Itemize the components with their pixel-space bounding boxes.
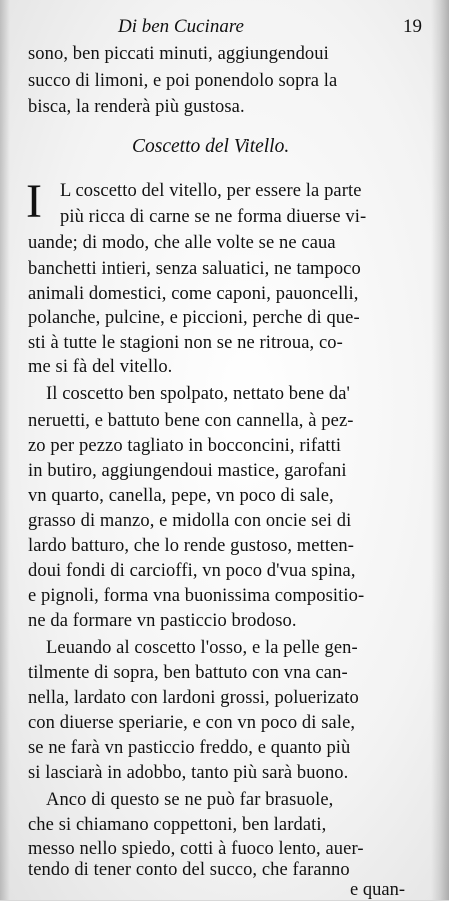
text-line: banchetti intieri, senza saluatici, ne tampoco (28, 259, 361, 279)
text-line: uande; di modo, che alle volte se ne caua (28, 233, 336, 253)
text-line: sti à tutte le stagioni non se ne ritroua, co- (28, 333, 343, 353)
text-line: succo di limoni, e poi ponendolo sopra la (28, 71, 338, 91)
text-line: animali domestici, come caponi, pauoncelli, (28, 284, 359, 304)
text-line: con diuerse speriarie, e con vn poco di sale, (28, 713, 356, 733)
text-line: tendo di tener conto del succo, che faranno (28, 860, 350, 880)
text-line: vn quarto, canella, pepe, vn poco di sale, (28, 486, 334, 506)
text-line: me si fà del vitello. (28, 357, 173, 377)
text-line: si lasciarà in adobbo, tanto più sarà buono. (28, 763, 349, 783)
text-line: bisca, la renderà più gustosa. (28, 97, 245, 117)
drop-cap: I (26, 175, 42, 228)
catchword: e quan- (350, 880, 405, 900)
page-edge-shadow (0, 0, 10, 900)
text-line: tilmente di sopra, ben battuto con vna can- (28, 663, 348, 683)
text-line: messo nello spiedo, cotti à fuoco lento, auer- (28, 839, 364, 859)
text-line: se ne farà vn pasticcio freddo, e quanto più (28, 738, 351, 758)
text-line: neruetti, e battuto bene con cannella, à pez- (28, 411, 354, 431)
text-line: e pignoli, forma vna buonissima compositio- (28, 586, 365, 606)
text-line: L coscetto del vitello, per essere la parte (60, 181, 362, 201)
text-line: polanche, pulcine, e piccioni, perche di que- (28, 308, 360, 328)
text-line: lardo batturo, che lo rende gustoso, metten- (28, 536, 354, 556)
text-line: Leuando al coscetto l'osso, e la pelle gen- (46, 638, 358, 658)
text-line: ne da formare vn pasticcio brodoso. (28, 611, 297, 631)
text-line: Il coscetto ben spolpato, nettato bene da' (46, 384, 350, 404)
text-line: zo per pezzo tagliato in bocconcini, rifatti (28, 436, 342, 456)
text-line: che si chiamano coppettoni, ben lardati, (28, 815, 327, 835)
text-line: più ricca di carne se ne forma diuerse vi- (60, 207, 367, 227)
text-line: sono, ben piccati minuti, aggiungendoui (28, 44, 329, 64)
page-number: 19 (403, 16, 422, 37)
text-line: nella, lardato con lardoni grossi, poluerizato (28, 688, 359, 708)
page-gutter-shadow (431, 0, 449, 900)
text-line: in butiro, aggiungendoui mastice, garofani (28, 461, 347, 481)
text-line: doui fondi di carcioffi, vn poco d'vua spina, (28, 561, 356, 581)
text-line: grasso di manzo, e midolla con oncie sei di (28, 511, 352, 531)
section-title: Coscetto del Vitello. (132, 136, 290, 157)
text-line: Anco di questo se ne può far brasuole, (46, 790, 334, 810)
running-head: Di ben Cucinare (118, 16, 244, 37)
